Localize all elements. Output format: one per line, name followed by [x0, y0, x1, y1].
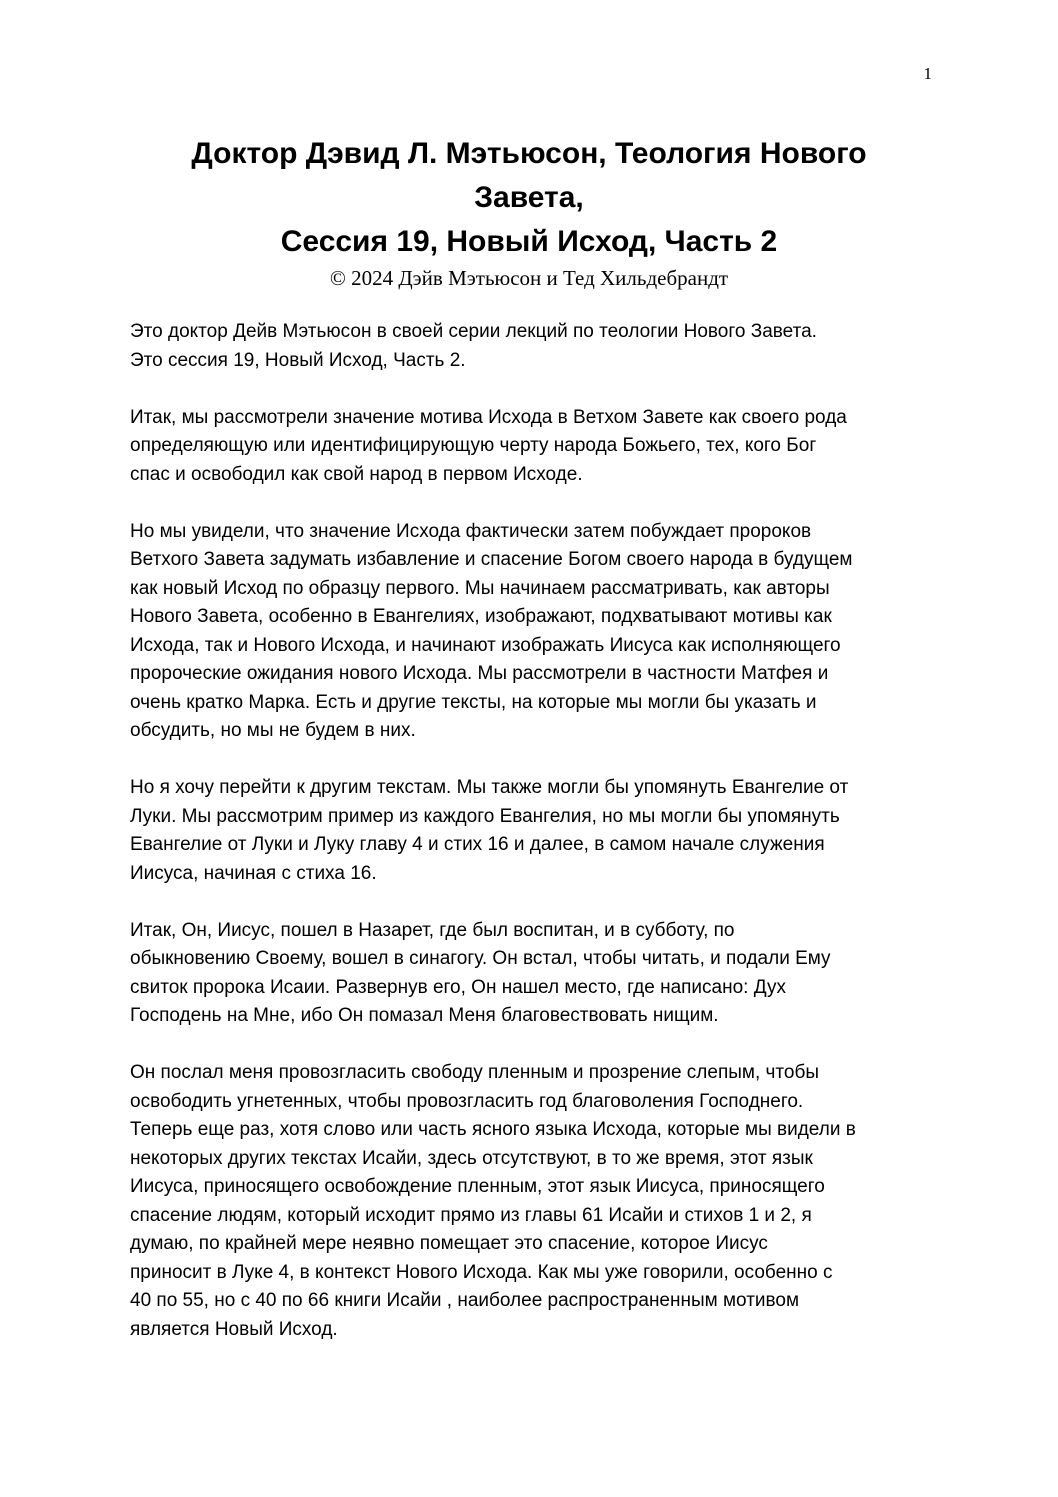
page-title-line-2: Завета,: [474, 181, 584, 214]
text-line: определяющую или идентифицирующую черту народа Божьего, тех, кого Бог: [130, 435, 817, 456]
text-line: Теперь еще раз, хотя слово или часть ясного языка Исхода, которые мы видели в: [130, 1119, 856, 1140]
text-line: Итак, Он, Иисус, пошел в Назарет, где был воспитан, и в субботу, по: [130, 919, 735, 941]
text-line: 40 по 55, но с 40 по 66 книги Исайи , наиболее распространенным мотивом: [130, 1290, 800, 1311]
text-line: очень кратко Марка. Есть и другие тексты, на которые мы могли бы указать и: [130, 691, 817, 713]
paragraph: [130, 774, 940, 888]
page-number: 1: [923, 64, 932, 83]
text-line: обыкновению Своему, вошел в синагогу. Он встал, чтобы читать, и подали Ему: [130, 948, 831, 969]
text-line: Луки. Мы рассмотрим пример из каждого Евангелия, но мы могли бы упомянуть: [130, 805, 840, 827]
paragraph: [130, 917, 940, 1031]
text-line: Но я хочу перейти к другим текстам. Мы также могли бы упомянуть Евангелие от: [130, 777, 849, 798]
text-line: является Новый Исход.: [130, 1318, 338, 1340]
text-line: Иисуса, начиная с стиха 16.: [130, 862, 377, 884]
paragraph: [130, 518, 940, 746]
text-line: Итак, мы рассмотрели значение мотива Исхода в Ветхом Завете как своего рода: [130, 406, 847, 428]
text-line: как новый Исход по образцу первого. Мы начинаем рассматривать, как авторы: [130, 577, 830, 599]
text-line: Нового Завета, особенно в Евангелиях, изображают, подхватывают мотивы как: [130, 606, 832, 627]
paragraph: [130, 1059, 940, 1344]
text-line: свиток пророка Исаии. Развернув его, Он нашел место, где написано: Дух: [130, 976, 787, 998]
page-title-line-1: Доктор Дэвид Л. Мэтьюсон, Теология Нового: [191, 137, 867, 170]
paragraph: [130, 404, 940, 490]
text-line: Это доктор Дейв Мэтьюсон в своей серии лекций по теологии Нового Завета.: [130, 321, 817, 342]
text-line: спас и освободил как свой народ в первом Исходе.: [130, 463, 583, 485]
copyright-notice: © 2024 Дэйв Мэтьюсон и Тед Хильдебрандт: [329, 266, 729, 290]
text-line: спасение людям, который исходит прямо из главы 61 Исайи и стихов 1 и 2, я: [130, 1204, 812, 1226]
text-line: Евангелие от Луки и Луку главу 4 и стих 16 и далее, в самом начале служения: [130, 834, 825, 855]
document-body: [130, 318, 940, 1373]
title-block: [120, 132, 938, 290]
text-line: освободить угнетенных, чтобы провозгласить год благоволения Господнего.: [130, 1090, 804, 1112]
text-line: Иисуса, приносящего освобождение пленным, этот язык Иисуса, приносящего: [130, 1176, 825, 1197]
text-line: Ветхого Завета задумать избавление и спасение Богом своего народа в будущем: [130, 549, 853, 570]
text-line: думаю, по крайней мере неявно помещает это спасение, которое Иисус: [130, 1233, 768, 1254]
text-line: Исхода, так и Нового Исхода, и начинают изображать Иисуса как исполняющего: [130, 634, 841, 656]
text-line: приносит в Луке 4, в контекст Нового Исхода. Как мы уже говорили, особенно с: [130, 1261, 833, 1283]
text-line: некоторых других текстах Исайи, здесь отсутствуют, в то же время, этот язык: [130, 1147, 813, 1169]
text-line: Это сессия 19, Новый Исход, Часть 2.: [130, 349, 466, 371]
text-line: Он послал меня провозгласить свободу пленным и прозрение слепым, чтобы: [130, 1062, 820, 1083]
text-line: Но мы увидели, что значение Исхода фактически затем побуждает пророков: [130, 520, 812, 542]
text-line: обсудить, но мы не будем в них.: [130, 720, 416, 741]
text-line: Господень на Мне, ибо Он помазал Меня благовествовать нищим.: [130, 1005, 719, 1026]
paragraph: [130, 318, 940, 375]
text-line: пророческие ожидания нового Исхода. Мы рассмотрели в частности Матфея и: [130, 663, 829, 684]
page-title-line-3: Сессия 19, Новый Исход, Часть 2: [280, 225, 778, 258]
